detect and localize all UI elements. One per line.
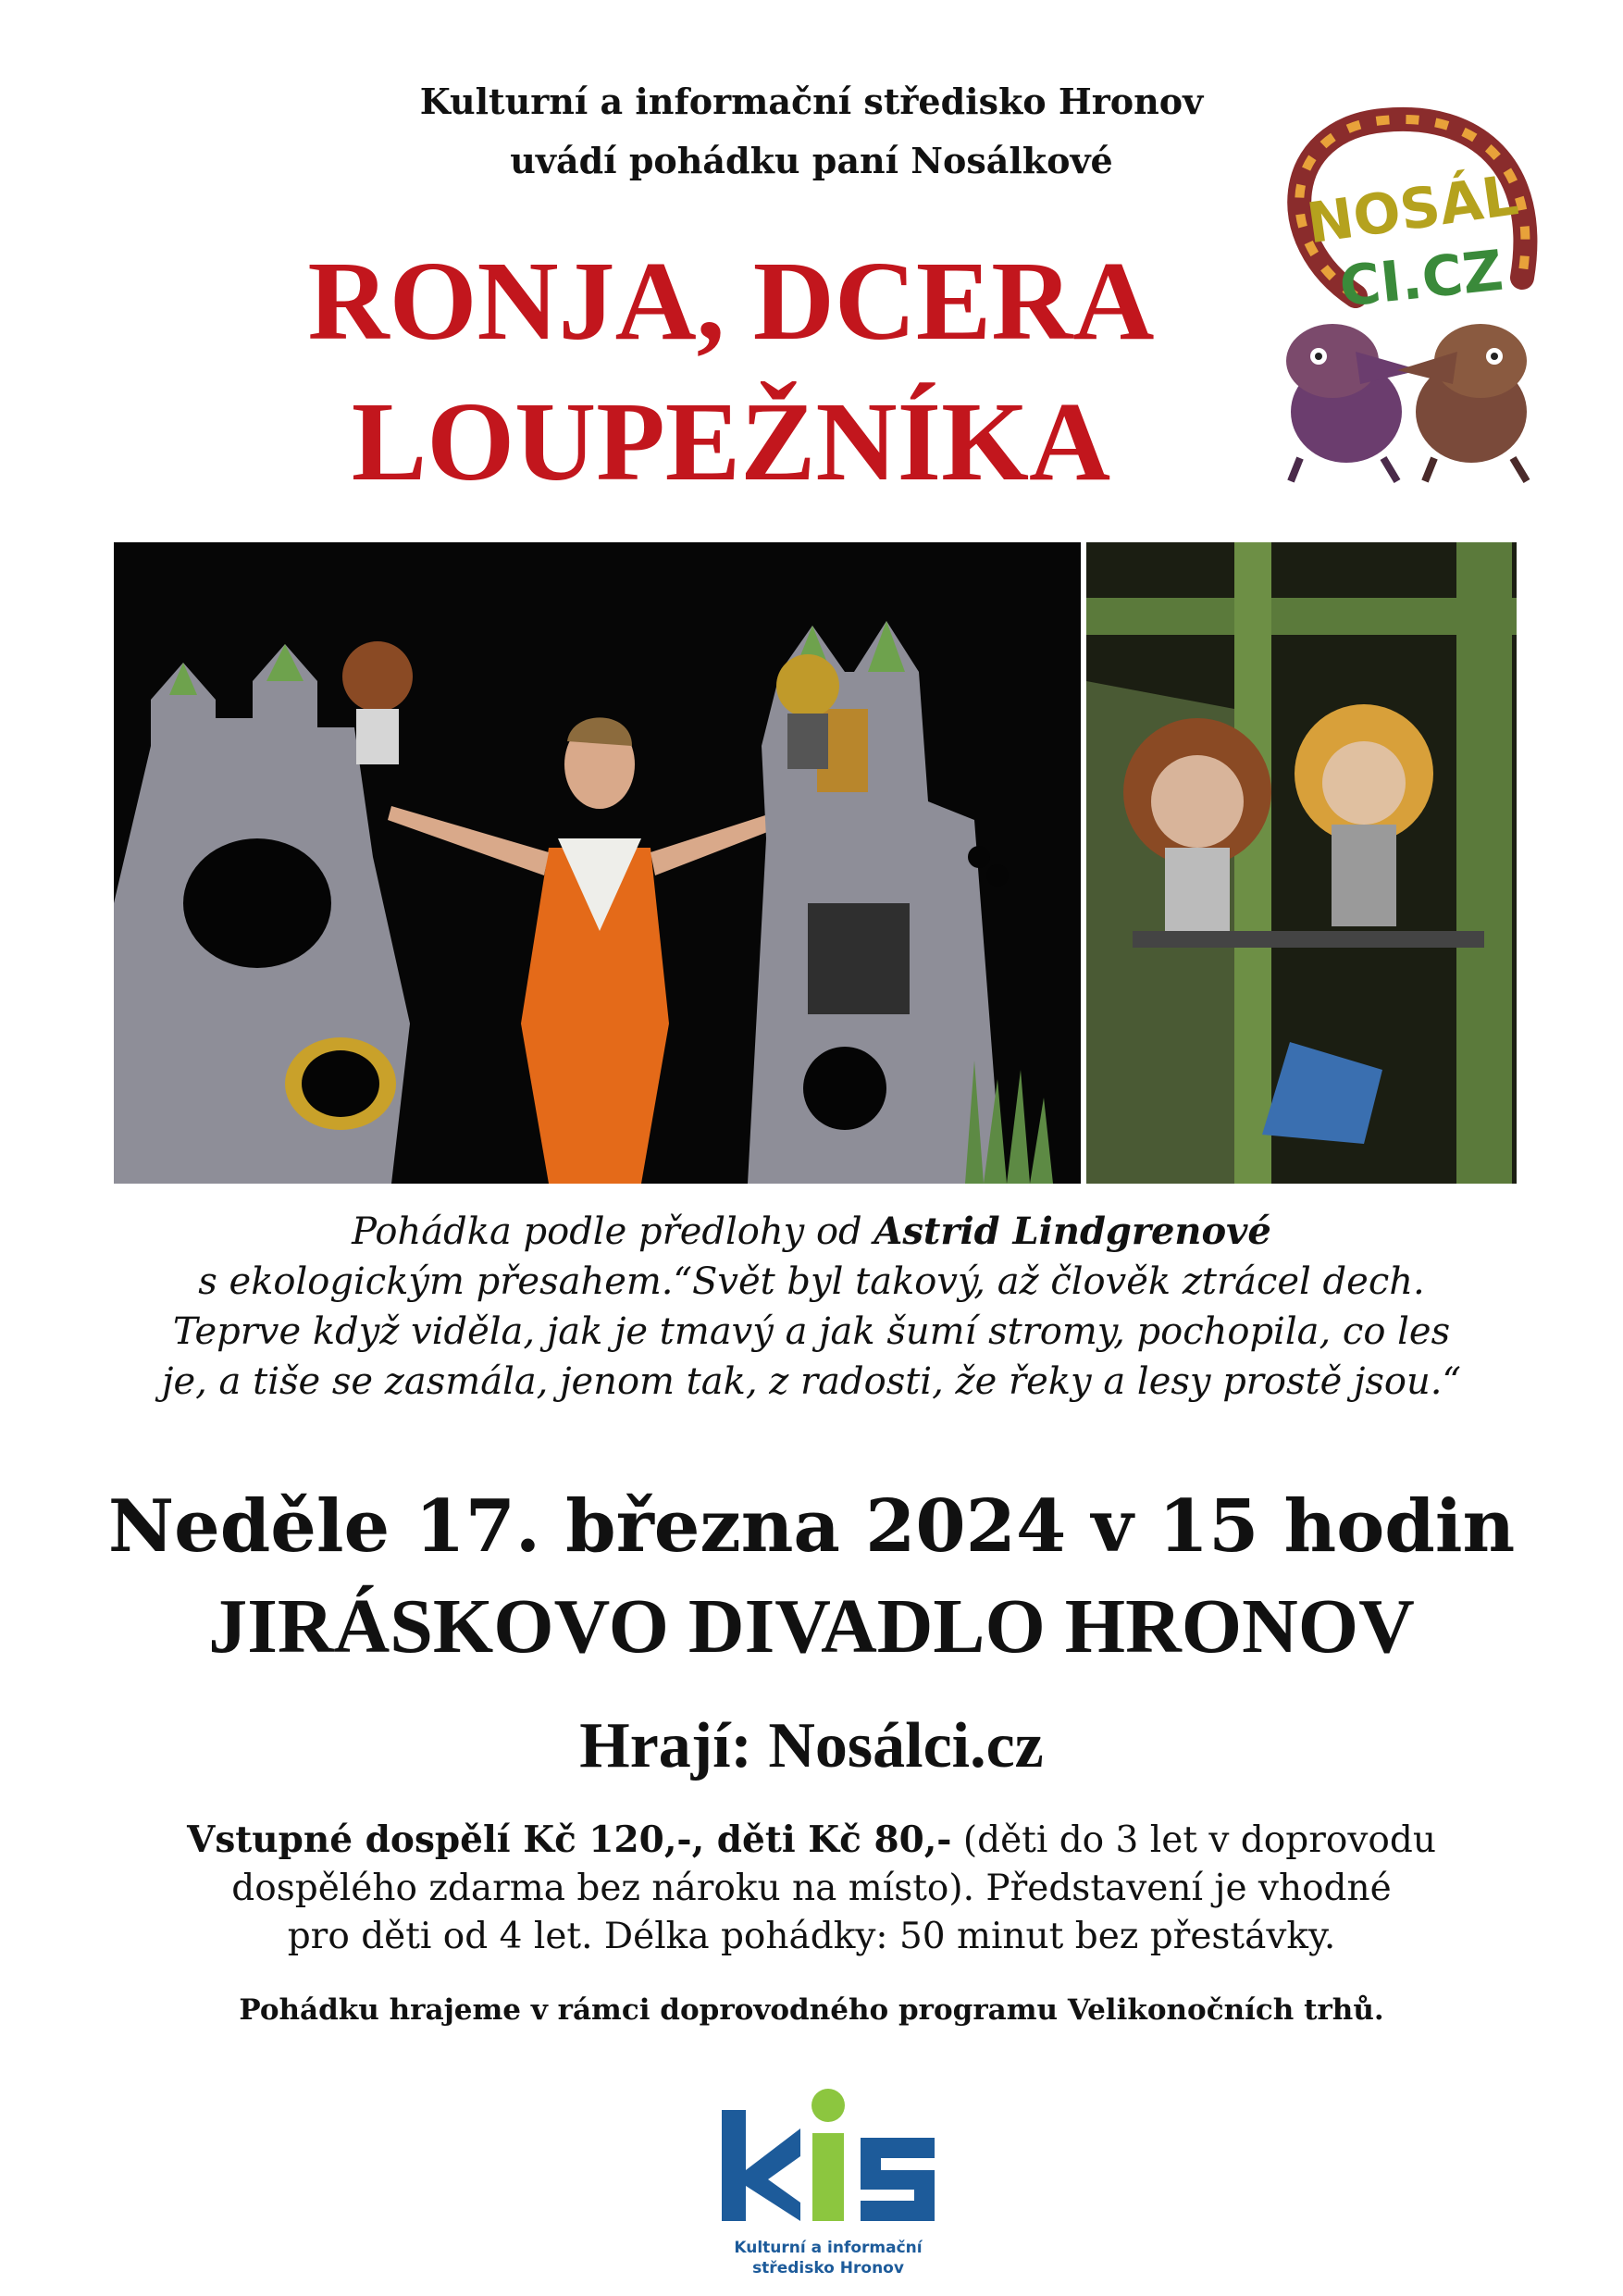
admission-children-note: (děti do 3 let v doprovodu <box>951 1819 1436 1861</box>
logo-text-2: CI.CZ <box>1336 238 1506 320</box>
play-title <box>176 231 1286 513</box>
event-date: Neděle 17. března 2024 v 15 hodin <box>107 1484 1516 1569</box>
kis-caption-line-1: Kulturní a informační <box>734 2239 923 2257</box>
description-line-2: s ekologickým přesahem.“Svět byl takový, až člověk ztrácel dech. <box>198 1260 1425 1303</box>
admission-line-1 <box>56 1816 1567 1865</box>
kis-logo-icon <box>712 2082 944 2286</box>
admission-line-3: pro děti od 4 let. Délka pohádky: 50 minut bez přestávky. <box>287 1916 1336 1957</box>
admission-info <box>56 1816 1567 1961</box>
event-players: Hrají: Nosálci.cz <box>579 1710 1044 1781</box>
description-line-1 <box>0 1207 1623 1257</box>
admission-line-2: dospělého zdarma bez nároku na místo). Představení je vhodné <box>231 1868 1392 1909</box>
title-line-1: RONJA, DCERA <box>307 239 1155 364</box>
admission-prices: Vstupné dospělí Kč 120,-, děti Kč 80,- <box>187 1818 952 1861</box>
kis-caption-line-2: středisko Hronov <box>752 2259 904 2277</box>
puppets-photo <box>1086 542 1517 1184</box>
program-note: Pohádku hrajeme v rámci doprovodného programu Velikonočních trhů. <box>239 1993 1384 2027</box>
event-venue: JIRÁSKOVO DIVADLO HRONOV <box>208 1583 1415 1669</box>
description-intro: Pohádka podle předlohy od <box>352 1210 874 1253</box>
description <box>0 1207 1623 1407</box>
description-line-3: Teprve když viděla, jak je tmavý a jak šumí stromy, pochopila, co les <box>172 1310 1451 1353</box>
kis-caption <box>712 2238 944 2278</box>
organizer-line-1: Kulturní a informační středisko Hronov <box>419 81 1204 122</box>
author-name: Astrid Lindgrenové <box>873 1210 1271 1253</box>
title-line-2: LOUPEŽNÍKA <box>351 379 1111 504</box>
nosalci-logo-icon <box>1245 93 1559 490</box>
organizer-line-2: uvádí pohádku paní Nosálkové <box>510 140 1113 181</box>
description-line-4: je, a tiše se zasmála, jenom tak, z radosti, že řeky a lesy prostě jsou.“ <box>162 1360 1461 1403</box>
logo-text-1: NOSÁL <box>1303 163 1522 257</box>
stage-performer-photo <box>114 542 1081 1184</box>
